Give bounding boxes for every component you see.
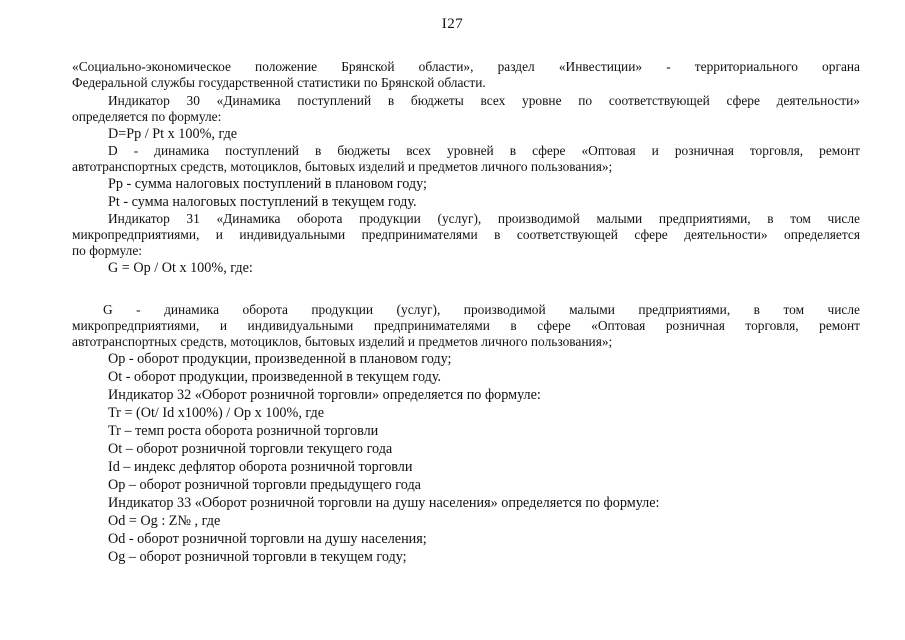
definition-id: Id – индекс дефлятор оборота розничной торговли (108, 459, 413, 475)
text-line: Федеральной службы государственной статистики по Брянской области. (72, 75, 486, 90)
formula-d: D=Pp / Pt x 100%, где (108, 126, 238, 142)
definition-g: G - динамика оборота продукции (услуг), производимой малыми предприятиями, в том числе (103, 302, 860, 317)
definition-pp: Pp - сумма налоговых поступлений в плановом году; (108, 176, 427, 192)
indicator-31-heading: Индикатор 31 «Динамика оборота продукции (услуг), производимой малыми предприятиями, в том числе (108, 211, 860, 226)
indicator-32-heading: Индикатор 32 «Оборот розничной торговли» определяется по формуле: (108, 387, 541, 403)
text-line: «Социально-экономическое положение Брянской области», раздел «Инвестиции» - территориального органа (72, 59, 860, 74)
definition-op-retail: Op – оборот розничной торговли предыдущего года (108, 477, 421, 493)
text-line: автотранспортных средств, мотоциклов, бытовых изделий и предметов личного пользования»; (72, 334, 613, 349)
blank-line (72, 277, 860, 302)
text-line: по формуле: (72, 243, 142, 258)
formula-tr: Tr = (Ot/ Id x100%) / Op x 100%, где (108, 405, 325, 421)
text-line: микропредприятиями, и индивидуальными предпринимателями в сфере «Оптовая розничная торговля, ремонт (72, 318, 860, 333)
document-body (72, 59, 860, 566)
indicator-30-heading: Индикатор 30 «Динамика поступлений в бюджеты всех уровне по соответствующей сфере деятельности» (108, 93, 860, 108)
definition-ot-retail: Ot – оборот розничной торговли текущего года (108, 441, 393, 457)
definition-od: Od - оборот розничной торговли на душу населения; (108, 531, 427, 547)
indicator-33-heading: Индикатор 33 «Оборот розничной торговли на душу населения» определяется по формуле: (108, 495, 660, 511)
formula-g: G = Op / Ot x 100%, где: (108, 260, 253, 276)
text-line: определяется по формуле: (72, 109, 222, 124)
definition-og: Og – оборот розничной торговли в текущем году; (108, 549, 407, 565)
definition-ot: Ot - оборот продукции, произведенной в текущем году. (108, 369, 442, 385)
definition-d: D - динамика поступлений в бюджеты всех уровней в сфере «Оптовая и розничная торговля, ремонт (108, 143, 860, 158)
definition-op: Op - оборот продукции, произведенной в плановом году; (108, 351, 452, 367)
text-line: автотранспортных средств, мотоциклов, бытовых изделий и предметов личного пользования»; (72, 159, 613, 174)
formula-od: Od = Og : Z№ , где (108, 513, 221, 529)
definition-tr: Tr – темп роста оборота розничной торговли (108, 423, 379, 439)
definition-pt: Pt - сумма налоговых поступлений в текущем году. (108, 194, 417, 210)
text-line: микропредприятиями, и индивидуальными предпринимателями в соответствующей сфере деятельности» определяется (72, 227, 860, 242)
page-number: I27 (441, 16, 464, 32)
